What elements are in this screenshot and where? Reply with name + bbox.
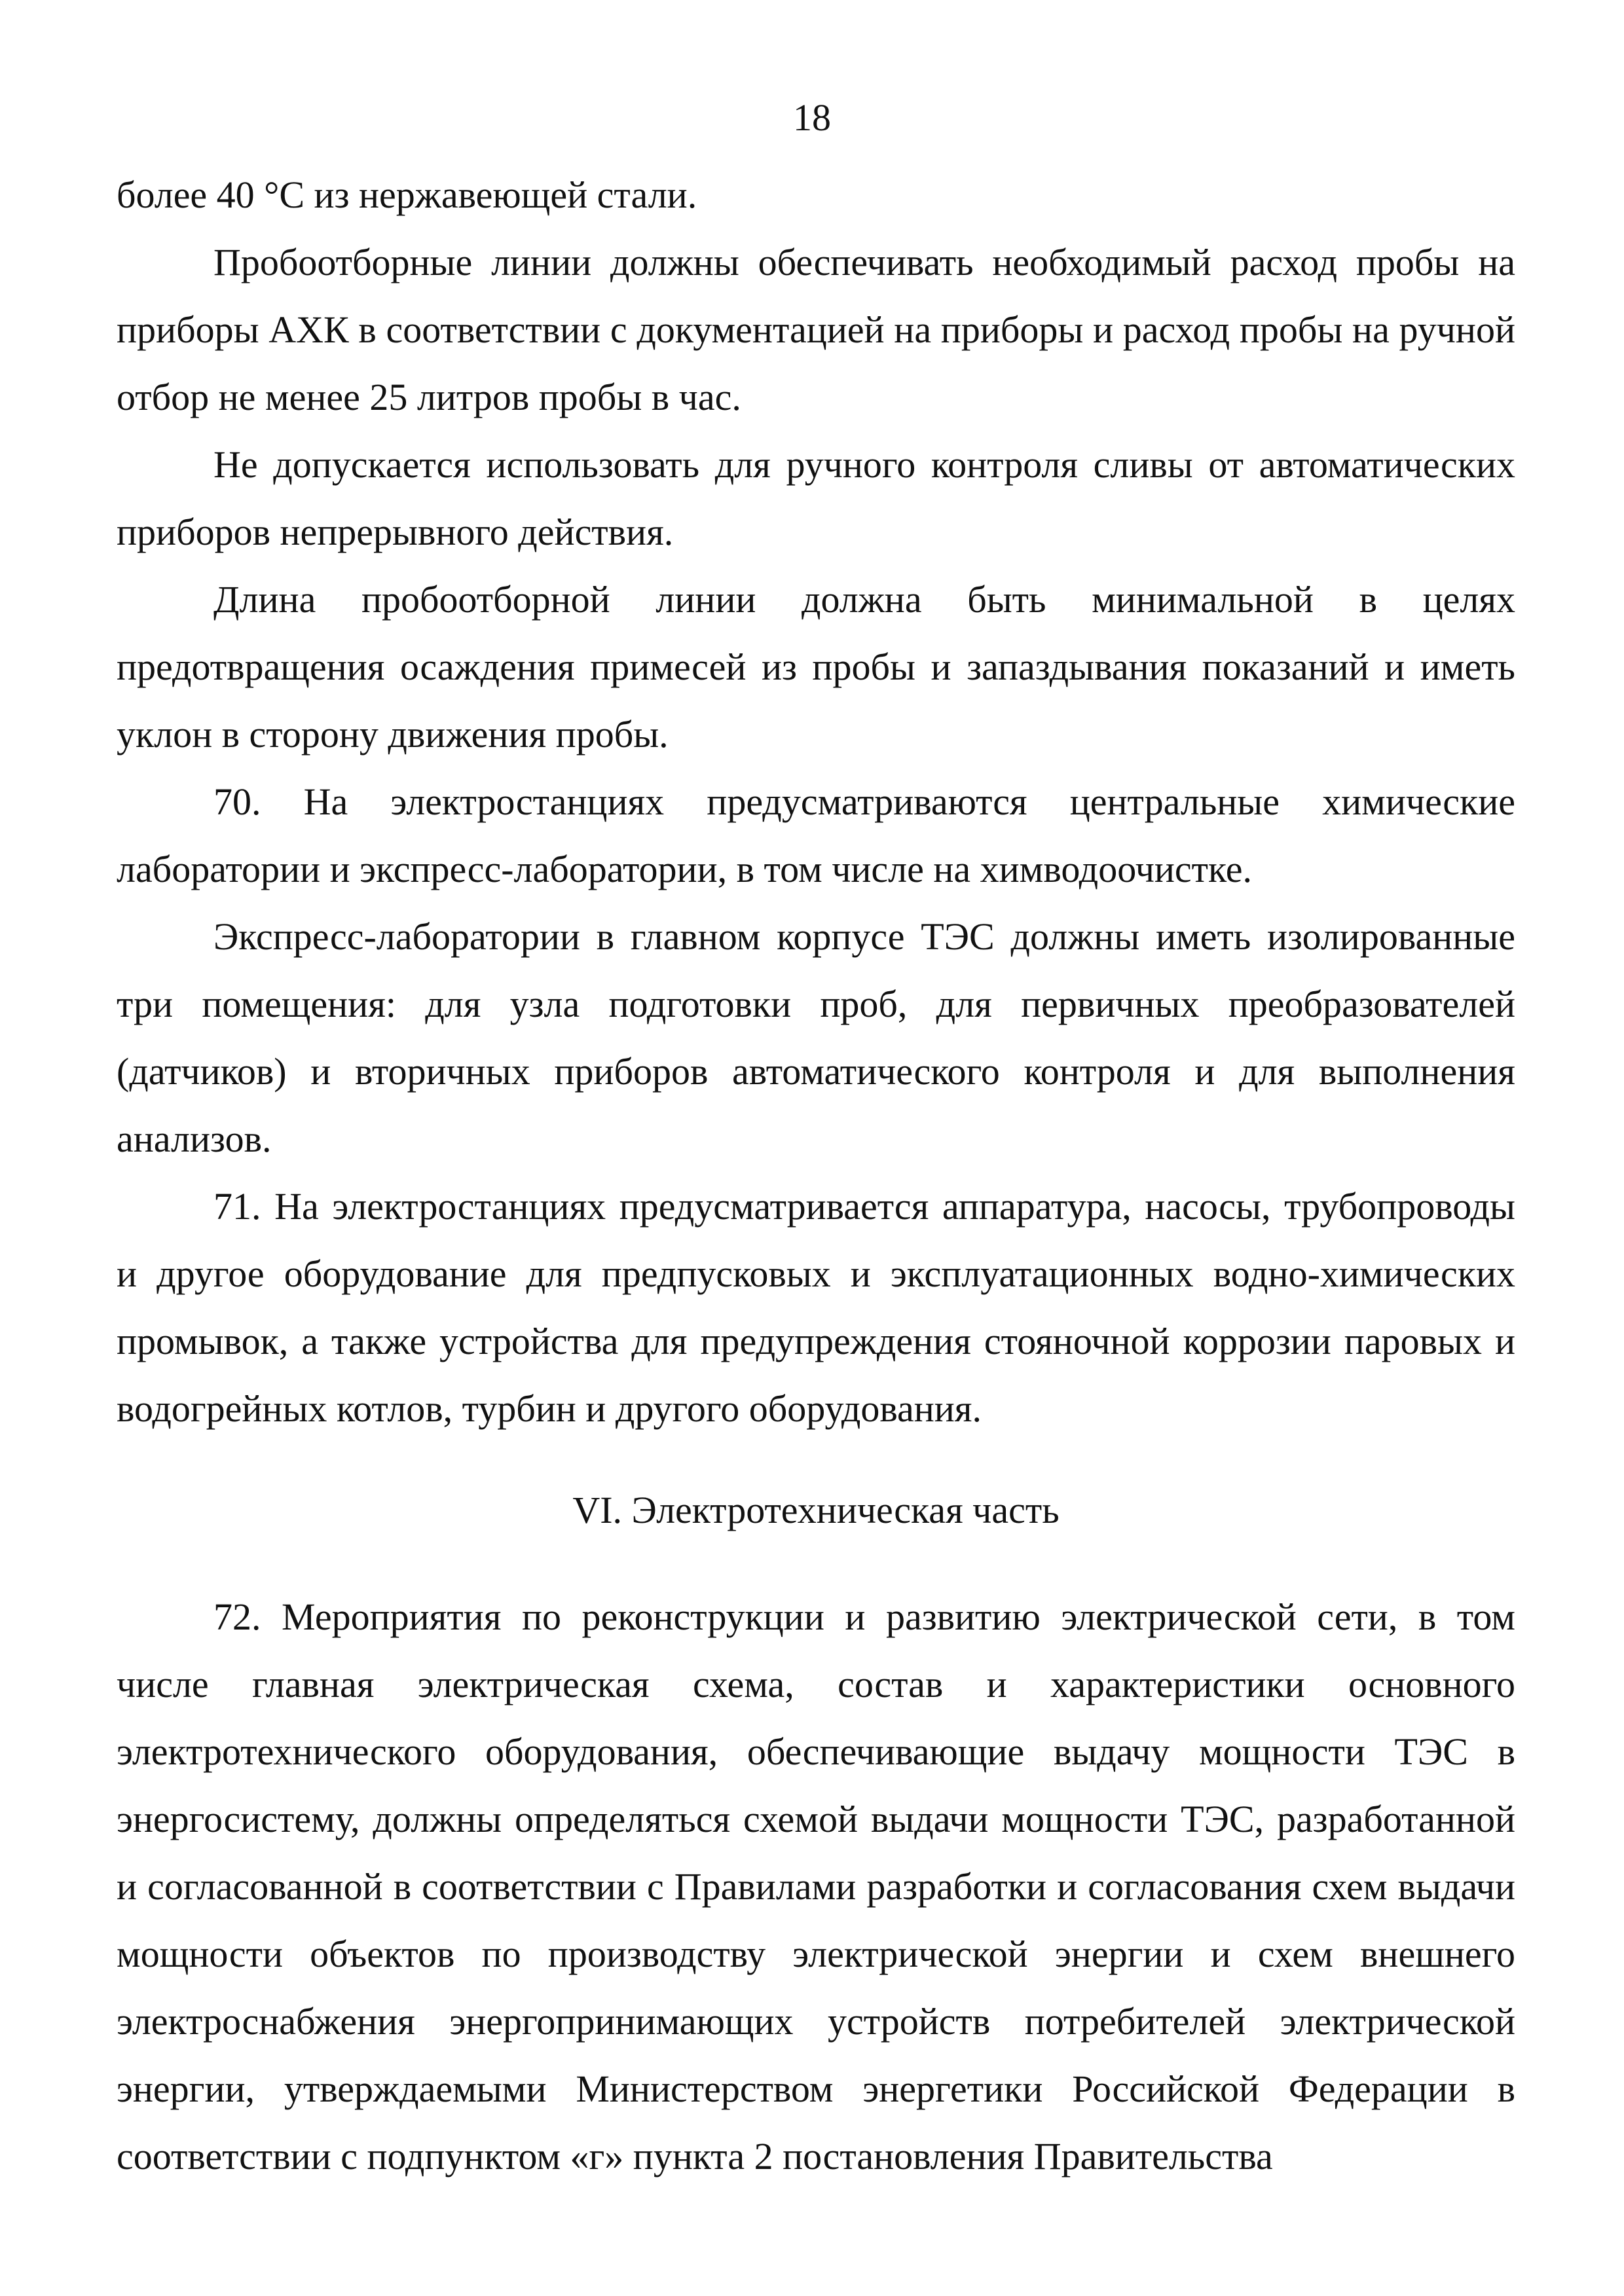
paragraph-continuation: более 40 °C из нержавеющей стали. xyxy=(117,173,697,216)
paragraph-item-72: 72. Мероприятия по реконструкции и развитию электрической сети, в том числе главная электрическая схема, состав и характеристики основного электротехнического оборудования, обеспечивающие выдачу мощности ТЭС в энергосистему, должны определяться схемой выдачи мощности ТЭС, разработанной и согласованной в соответствии с Правилами разработки и согласования схем выдачи мощности объектов по производству электрической энергии и схем внешнего электроснабжения энергопринимающих устройств потребителей электрической энергии, утверждаемыми Министерством энергетики Российской Федерации в соответствии с подпунктом «г» пункта 2 постановления Правительства xyxy=(117,1595,1515,2178)
paragraph-line-length: Длина пробоотборной линии должна быть минимальной в целях предотвращения осаждения примесей из пробы и запаздывания показаний и иметь уклон в сторону движения пробы. xyxy=(117,578,1515,756)
paragraph-manual-control: Не допускается использовать для ручного контроля сливы от автоматических приборов непрерывного действия. xyxy=(117,443,1515,553)
page-number: 18 xyxy=(793,96,831,139)
paragraph-sampling-lines: Пробоотборные линии должны обеспечивать необходимый расход пробы на приборы АХК в соответствии с документацией на приборы и расход пробы на ручной отбор не менее 25 литров пробы в час. xyxy=(117,241,1515,418)
document-body xyxy=(117,161,1515,2190)
section-heading: VI. Электротехническая часть xyxy=(572,1489,1060,1531)
paragraph-express-labs: Экспресс-лаборатории в главном корпусе ТЭС должны иметь изолированные три помещения: для узла подготовки проб, для первичных преобразователей (датчиков) и вторичных приборов автоматического контроля и для выполнения анализов. xyxy=(117,915,1515,1160)
paragraph-item-71: 71. На электростанциях предусматривается аппаратура, насосы, трубопроводы и другое оборудование для предпусковых и эксплуатационных водно-химических промывок, а также устройства для предупреждения стояночной коррозии паровых и водогрейных котлов, турбин и другого оборудования. xyxy=(117,1185,1515,1430)
paragraph-item-70: 70. На электростанциях предусматриваются центральные химические лаборатории и экспресс-лаборатории, в том числе на химводоочистке. xyxy=(117,780,1515,890)
